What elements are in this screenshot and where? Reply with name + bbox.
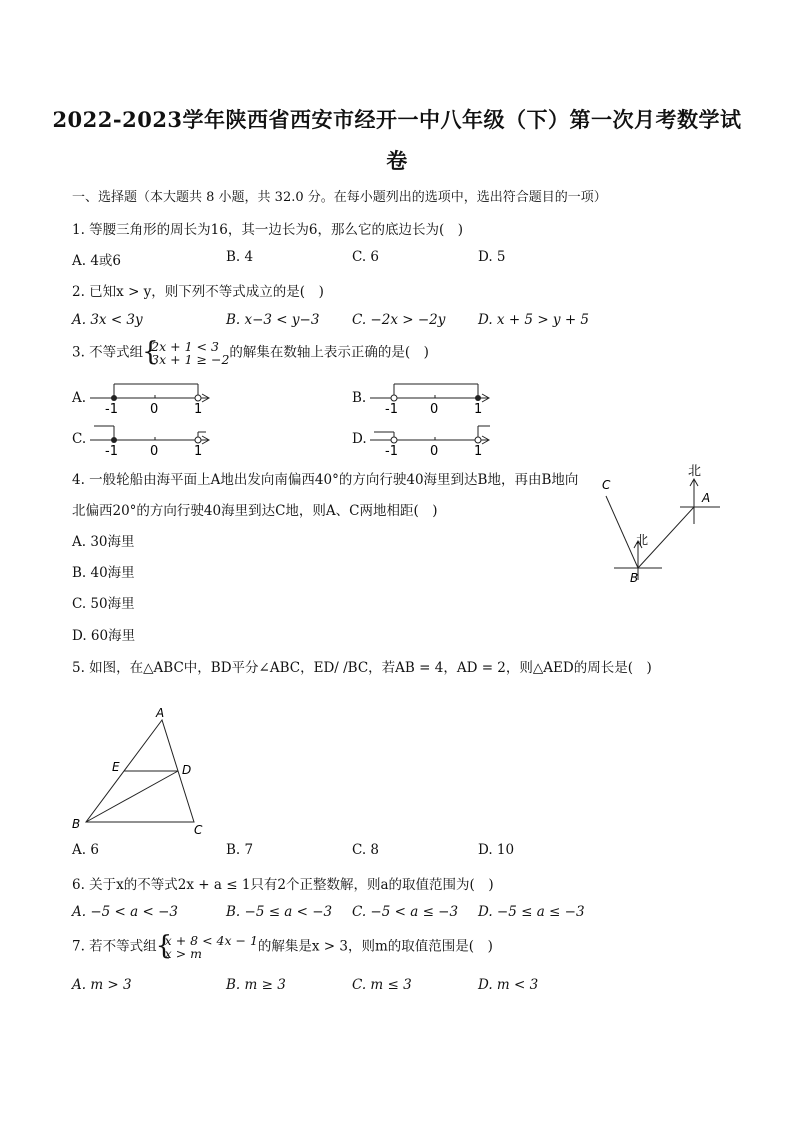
- q4-option-c[interactable]: C. 50海里: [72, 596, 135, 612]
- question-6: 6. 关于x的不等式2x + a ≤ 1只有2个正整数解，则a的取值范围为( ): [72, 877, 494, 893]
- q5-option-a[interactable]: A. 6: [72, 842, 99, 858]
- question-2: 2. 已知x > y，则下列不等式成立的是( ): [72, 284, 324, 300]
- q7-option-c[interactable]: C. m ≤ 3: [352, 977, 412, 993]
- question-4-line1: 4. 一般轮船由海平面上A地出发向南偏西40°的方向行驶40海里到达B地，再由B地向: [72, 472, 579, 488]
- navigation-diagram: [592, 462, 732, 587]
- q7-option-a[interactable]: A. m > 3: [72, 977, 132, 993]
- page-title-cont: 卷: [386, 148, 408, 173]
- q7-stem-prefix: 7. 若不等式组: [72, 938, 157, 955]
- tick-label: -1: [105, 402, 118, 417]
- q7-sys-line2: x > m: [164, 946, 202, 961]
- q3-sys-line1: 2x + 1 < 3: [151, 339, 219, 354]
- q4-option-b[interactable]: B. 40海里: [72, 565, 135, 581]
- q1-option-b[interactable]: B. 4: [226, 249, 254, 265]
- q2-option-c[interactable]: C. −2x > −2y: [352, 312, 446, 328]
- q2-option-d[interactable]: D. x + 5 > y + 5: [478, 312, 590, 328]
- q7-sys-line1: x + 8 < 4x − 1: [164, 933, 258, 948]
- question-5: 5. 如图，在△ABC中，BD平分∠ABC，ED/ /BC，若AB = 4，AD = 2，则△AED的周长是( ): [72, 660, 652, 676]
- q3-sys-line2: 3x + 1 ≥ −2: [151, 352, 230, 367]
- north-label: 北: [636, 533, 649, 547]
- q5-option-c[interactable]: C. 8: [352, 842, 380, 858]
- point-label-a: A: [156, 706, 165, 720]
- q7-stem-suffix: 的解集是x > 3，则m的取值范围是( ): [257, 938, 493, 955]
- tick-label: -1: [105, 444, 118, 459]
- q7-option-b[interactable]: B. m ≥ 3: [226, 977, 286, 993]
- tick-label: 0: [150, 402, 159, 417]
- question-1: 1. 等腰三角形的周长为16，其一边长为6，那么它的底边长为( ): [72, 222, 463, 238]
- question-4-line2: 北偏西20°的方向行驶40海里到达C地，则A、C两地相距( ): [72, 503, 438, 519]
- q1-option-c[interactable]: C. 6: [352, 249, 380, 265]
- point-label-b: B: [630, 571, 639, 585]
- number-line-c: [88, 418, 218, 460]
- q6-option-a[interactable]: A. −5 < a < −3: [72, 904, 178, 920]
- q3-option-b[interactable]: B.: [352, 390, 367, 406]
- q3-option-a[interactable]: A.: [72, 390, 87, 406]
- q6-option-d[interactable]: D. −5 ≤ a ≤ −3: [478, 904, 585, 920]
- point-label-c: C: [602, 478, 611, 492]
- q6-option-c[interactable]: C. −5 < a ≤ −3: [352, 904, 459, 920]
- q7-option-d[interactable]: D. m < 3: [478, 977, 539, 993]
- q5-option-b[interactable]: B. 7: [226, 842, 254, 858]
- q1-option-a[interactable]: A. 4或6: [72, 253, 122, 269]
- q3-option-d[interactable]: D.: [352, 431, 367, 447]
- q3-inequality-system: [143, 340, 229, 366]
- q2-option-a[interactable]: A. 3x < 3y: [72, 312, 143, 328]
- question-7: [72, 934, 493, 960]
- q2-option-b[interactable]: B. x−3 < y−3: [226, 312, 320, 328]
- number-line-b: [368, 376, 498, 418]
- north-label: 北: [688, 464, 702, 479]
- q4-option-d[interactable]: D. 60海里: [72, 628, 136, 644]
- q6-option-b[interactable]: B. −5 ≤ a < −3: [226, 904, 333, 920]
- triangle-diagram: [68, 704, 218, 840]
- page-title: 2022-2023学年陕西省西安市经开一中八年级（下）第一次月考数学试: [52, 107, 742, 132]
- tick-label: 0: [430, 402, 439, 417]
- tick-label: 1: [474, 402, 483, 417]
- q4-option-a[interactable]: A. 30海里: [72, 534, 135, 550]
- point-label-b: B: [72, 817, 81, 831]
- point-label-d: D: [182, 763, 192, 777]
- q7-inequality-system: [157, 934, 258, 960]
- q1-option-d[interactable]: D. 5: [478, 249, 506, 265]
- point-label-e: E: [112, 760, 120, 774]
- tick-label: 0: [430, 444, 439, 459]
- tick-label: 0: [150, 444, 159, 459]
- q5-option-d[interactable]: D. 10: [478, 842, 515, 858]
- tick-label: 1: [194, 444, 203, 459]
- tick-label: 1: [194, 402, 203, 417]
- number-line-a: [88, 376, 218, 418]
- tick-label: -1: [385, 444, 398, 459]
- q3-stem-prefix: 3. 不等式组: [72, 344, 144, 361]
- tick-label: -1: [385, 402, 398, 417]
- point-label-c: C: [194, 823, 203, 837]
- section-heading: 一、选择题（本大题共 8 小题，共 32.0 分。在每小题列出的选项中，选出符合题目的一项）: [72, 190, 607, 205]
- question-3: [72, 340, 429, 366]
- q3-option-c[interactable]: C.: [72, 431, 87, 447]
- q3-stem-suffix: 的解集在数轴上表示正确的是( ): [229, 344, 429, 361]
- tick-label: 1: [474, 444, 483, 459]
- point-label-a: A: [702, 491, 711, 505]
- number-line-d: [368, 418, 498, 460]
